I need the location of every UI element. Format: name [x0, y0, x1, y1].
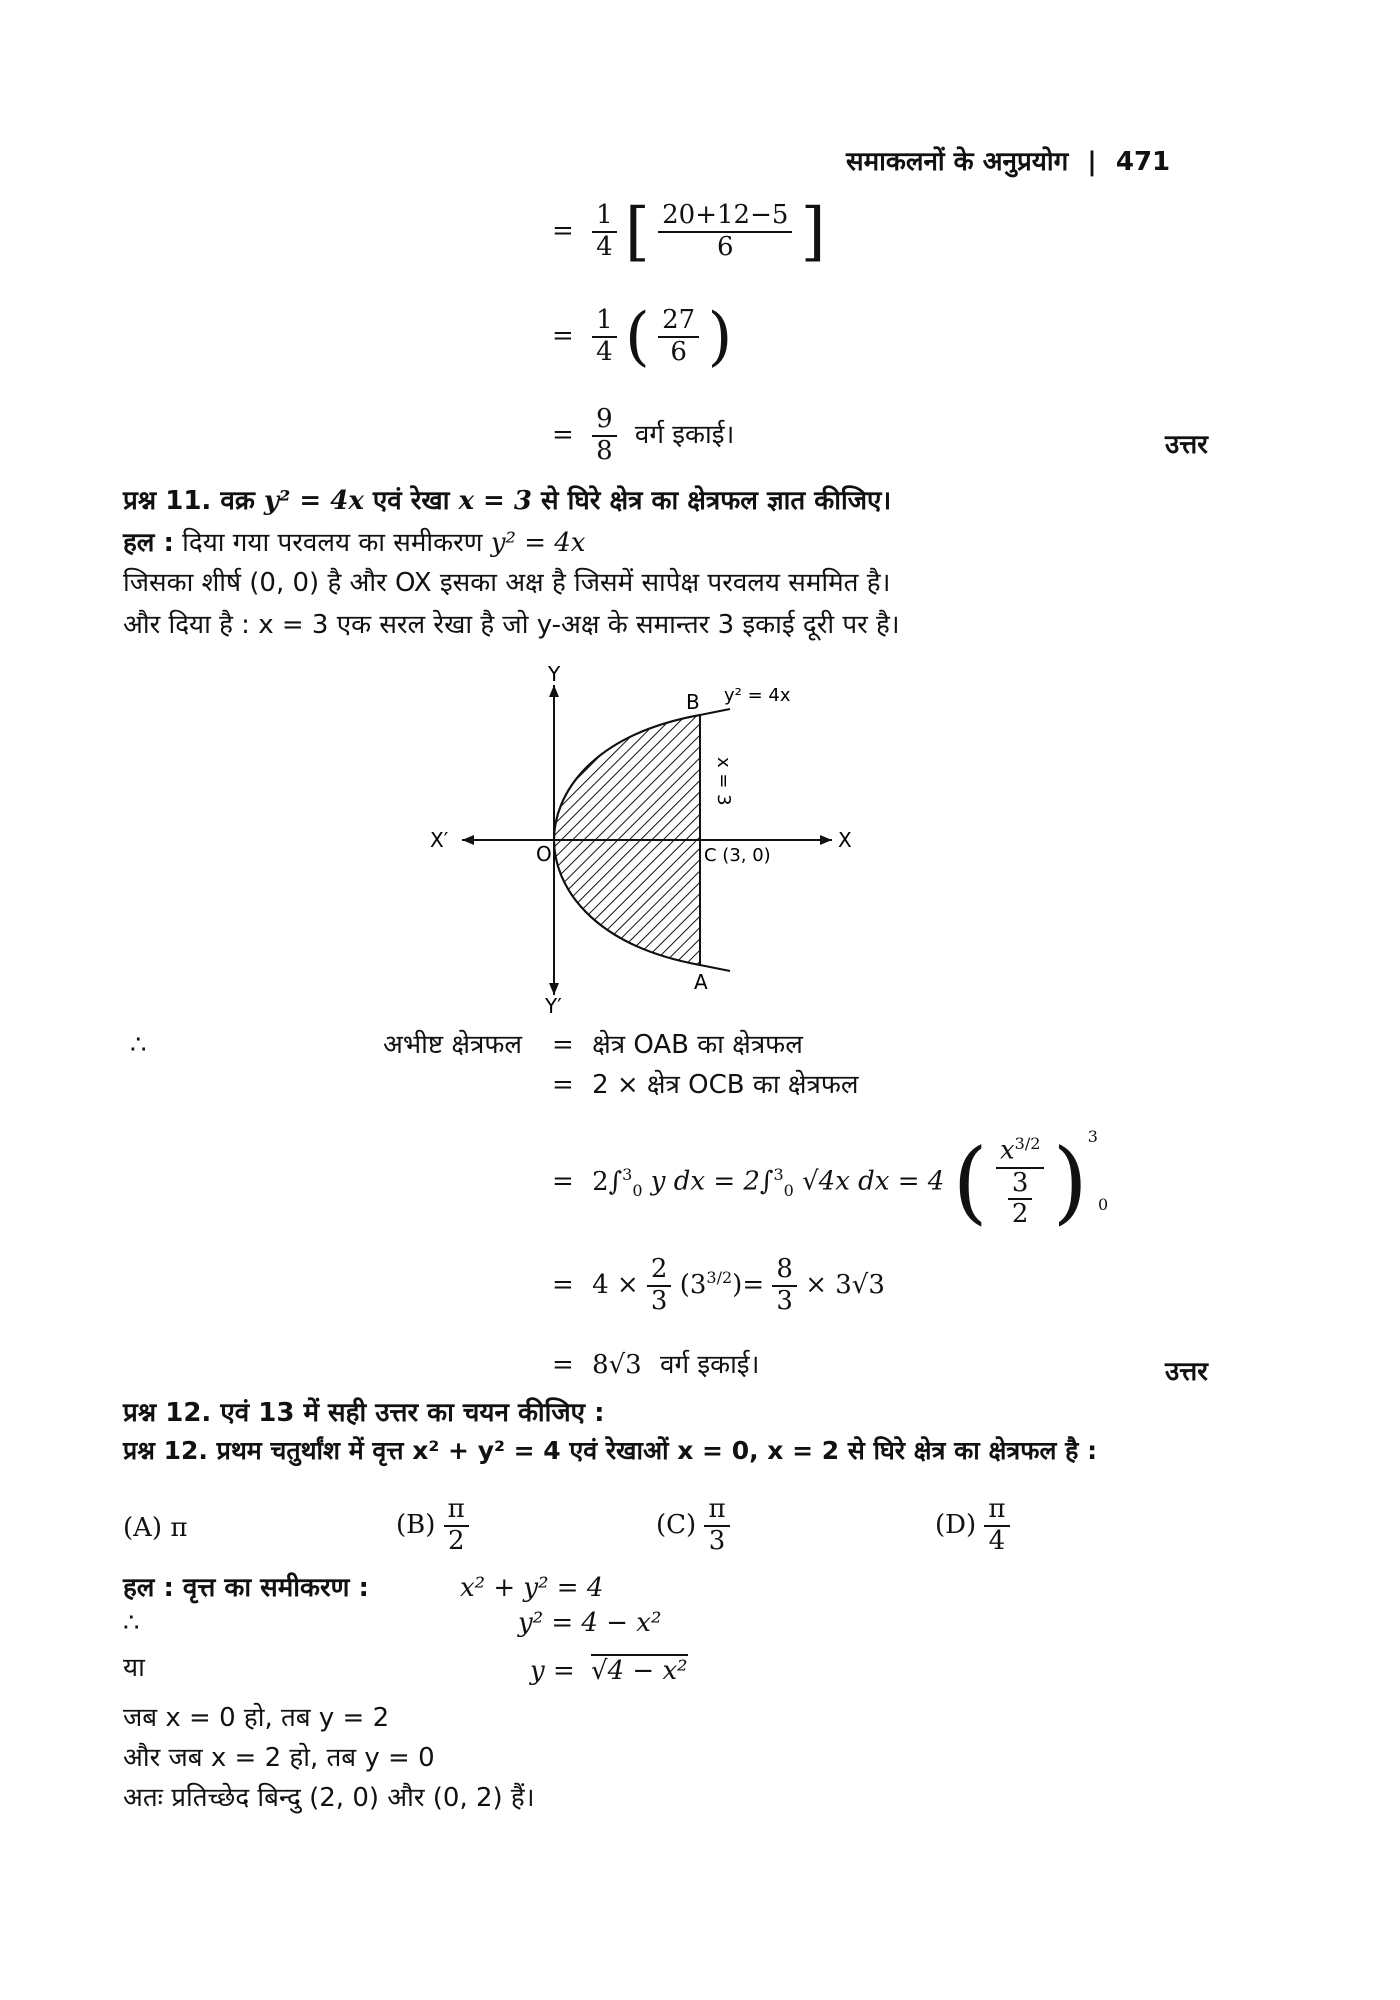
page-number: 471: [1115, 147, 1171, 177]
point-a-label: A: [694, 970, 708, 994]
parabola-figure: [430, 665, 870, 1015]
q12-eq-2: y² = 4 − x²: [518, 1608, 662, 1638]
q12-solution-label: हल : वृत्त का समीकरण :: [123, 1573, 369, 1603]
q11-line-desc: और दिया है : x = 3 एक सरल रेखा है जो y-अक्ष के समान्तर 3 इकाई दूरी पर है।: [123, 610, 900, 640]
answer-label-1: उत्तर: [1165, 430, 1208, 460]
q12-eq-3: y = √4 − x²: [530, 1656, 688, 1686]
option-a: (A) π: [123, 1513, 188, 1543]
q11-solution-line: हल : दिया गया परवलय का समीकरण y² = 4x: [123, 528, 586, 558]
line-label: x = 3: [713, 757, 734, 806]
therefore-symbol: ∴: [130, 1030, 147, 1060]
inner-fraction: $\frac{27}{6}$: [658, 306, 699, 368]
top-calc-line-3: = $\frac{9}{8}$ वर्ग इकाई।: [552, 404, 735, 466]
top-calc-line-2: = $\frac{1}{4}$ ( $\frac{27}{6}$ ): [552, 300, 733, 374]
result-fraction: $\frac{9}{8}$: [592, 405, 617, 467]
option-d: (D) $\frac{\pi}{4}$: [935, 1495, 1010, 1557]
q12-ya: या: [123, 1653, 145, 1683]
inner-fraction: $\frac{20+12-5}{6}$: [658, 201, 792, 263]
power-fraction: $\frac{x^{3/2}}{\frac{3}{2}}$: [996, 1135, 1044, 1230]
origin-label: O: [536, 842, 552, 866]
q12-final: अतः प्रतिच्छेद बिन्दु (2, 0) और (0, 2) हैं।: [123, 1783, 535, 1813]
q12-when-2: और जब x = 2 हो, तब y = 0: [123, 1743, 435, 1773]
coef-fraction: $\frac{1}{4}$: [592, 201, 617, 263]
area-step-2: = 2 × क्षेत्र OCB का क्षेत्रफल: [552, 1070, 859, 1100]
page-header: [846, 142, 1170, 178]
x-right-label: X: [838, 828, 852, 852]
curve-label: y² = 4x: [724, 685, 791, 706]
area-step-4: = 4 × $\frac{2}{3}$ $(3^{3/2})=$ $\frac{8}{3}$ × 3√3: [552, 1254, 885, 1316]
q12-intro: प्रश्न 12. एवं 13 में सही उत्तर का चयन कीजिए :: [123, 1398, 605, 1428]
y-top-label: Y: [548, 665, 561, 686]
top-calc-line-1: = $\frac{1}{4}$ [ $\frac{20+12-5}{6}$ ]: [552, 195, 826, 269]
q12-when-1: जब x = 0 हो, तब y = 2: [123, 1703, 390, 1733]
x-left-label: X′: [430, 828, 449, 852]
point-c-label: C (3, 0): [704, 845, 771, 866]
y-bottom-label: Y′: [545, 994, 562, 1015]
point-b-label: B: [686, 690, 700, 714]
area-step-5: = 8√3 वर्ग इकाई।: [552, 1350, 760, 1380]
option-b: (B) $\frac{\pi}{2}$: [396, 1495, 469, 1557]
required-area-label: अभीष्ट क्षेत्रफल: [383, 1030, 522, 1060]
answer-label-2: उत्तर: [1165, 1357, 1208, 1387]
option-c: (C) $\frac{\pi}{3}$: [656, 1495, 730, 1557]
header-separator: |: [1087, 147, 1097, 177]
question-11: प्रश्न 11. वक्र y² = 4x एवं रेखा x = 3 से घिरे क्षेत्र का क्षेत्रफल ज्ञात कीजिए।: [123, 486, 892, 516]
question-12: प्रश्न 12. प्रथम चतुर्थांश में वृत्त x² + y² = 4 एवं रेखाओं x = 0, x = 2 से घिरे क्षेत्र का क्षेत्रफल है :: [123, 1436, 1098, 1465]
area-step-3: = 2∫$^3_0$ y dx = 2∫$^3_0$ √4x dx = 4 ( $\frac{x^{3/2}}{\frac{3}{2}}$ )$^3_0$: [552, 1126, 1109, 1235]
q12-eq-1: x² + y² = 4: [460, 1573, 604, 1603]
unit-text: वर्ग इकाई।: [634, 419, 735, 450]
q11-vertex-line: जिसका शीर्ष (0, 0) है और OX इसका अक्ष है जिसमें सापेक्ष परवलय सममित है।: [123, 568, 891, 598]
chapter-title: समाकलनों के अनुप्रयोग: [846, 147, 1069, 177]
q12-therefore: ∴: [123, 1608, 140, 1638]
coef-fraction: $\frac{1}{4}$: [592, 306, 617, 368]
area-step-1: = क्षेत्र OAB का क्षेत्रफल: [552, 1030, 803, 1060]
